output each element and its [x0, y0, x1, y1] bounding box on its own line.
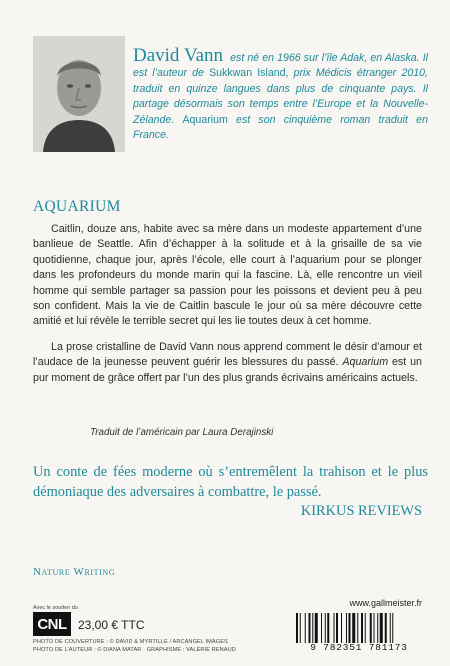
- synopsis-p2-part-a: La prose cristalline de David Vann nous apprend comment le désir d’amour et l’audace de la jeunesse peuvent guérir les blessures du passé.: [33, 340, 422, 369]
- price: 23,00 € TTC: [78, 618, 145, 632]
- barcode-bar: [305, 613, 306, 643]
- isbn-number: 9 782351 781173: [310, 642, 408, 653]
- collection-name: Nature Writing: [33, 566, 116, 578]
- support-label: Avec le soutien du: [33, 605, 78, 611]
- barcode-bar: [315, 613, 318, 643]
- barcode-bar: [309, 613, 311, 643]
- synopsis-p2-book: Aquarium: [342, 356, 389, 369]
- synopsis: [33, 222, 422, 396]
- author-bio-part-2: prix Médicis étranger 2010, traduit en quinze langues dans plus de cinquante pays. Il partage désormais son temps entre l’Europe et la Nouvelle-Zélande.: [133, 67, 428, 126]
- barcode-bar: [361, 613, 363, 643]
- barcode-bar: [349, 613, 351, 643]
- synopsis-p2-part-b: est un pur moment de grâce offert par l’un des plus grands écrivains américains actuels.: [33, 356, 422, 384]
- author-bio-part-1: est né en 1966 sur l’île Adak, en Alaska. Il est l’auteur de: [133, 52, 429, 80]
- publisher-website: www.gallmeister.fr: [349, 598, 422, 608]
- barcode-bar: [325, 613, 326, 643]
- barcode-bar: [300, 613, 301, 643]
- barcode-bar: [334, 613, 335, 643]
- review-source: KIRKUS REVIEWS: [300, 503, 422, 519]
- barcode-bar: [377, 613, 378, 643]
- barcode-bar: [392, 613, 393, 643]
- author-bio-book: Sukkwan Island,: [209, 67, 289, 80]
- barcode-bar: [341, 613, 342, 643]
- cnl-logo: CNL: [33, 612, 71, 636]
- synopsis-paragraph-2: [33, 340, 422, 386]
- barcode-bar: [370, 613, 372, 643]
- review-quote: Un conte de fées moderne où s’entremêlent la trahison et le plus démoniaque des adversaires à combattre, le passé.: [33, 464, 428, 500]
- barcode-bar: [365, 613, 366, 643]
- credits-line-1: PHOTO DE COUVERTURE : © DAVID & MYRTILLE / ARCANGEL IMAGES: [33, 639, 228, 645]
- barcode-bar: [380, 613, 383, 643]
- barcode: [296, 613, 422, 643]
- credits-line-2: PHOTO DE L’AUTEUR : © DIANA MATAR · GRAPHISME : VALÉRIE RENAUD: [33, 647, 236, 653]
- barcode-bar: [385, 613, 387, 643]
- synopsis-paragraph-1: Caitlin, douze ans, habite avec sa mère dans un modeste appartement d’une banlieue de Seattle. Afin d’échapper à la solitude et à la grisaille de sa vie quotidienne, chaque jour, après l’école, elle court à l’aquarium pour se plonger dans les profondeurs du monde marin qui la fascine. Là, elle rencontre un vieil homme qui semble partager sa passion pour les poissons et devient peu à peu son confident. Mais la vie de Caitlin bascule le jour où sa mère découvre cette amitié et lui révèle le terrible secret qui les lie toutes deux à cet homme.: [33, 223, 422, 328]
- author-bio-part-3: est son cinquième roman traduit en France.: [133, 113, 428, 142]
- barcode-bar: [327, 613, 329, 643]
- barcode-bar: [357, 613, 358, 643]
- barcode-bar: [390, 613, 391, 643]
- barcode-bar: [374, 613, 375, 643]
- barcode-bar: [336, 613, 338, 643]
- author-bio-book-2: Aquarium: [182, 113, 228, 126]
- translator-credit: Traduit de l’américain par Laura Derajinski: [90, 427, 274, 438]
- book-title: AQUARIUM: [33, 198, 121, 215]
- barcode-bar: [312, 613, 313, 643]
- photo-credits: [33, 638, 263, 654]
- barcode-bar: [296, 613, 298, 643]
- barcode-bar: [346, 613, 347, 643]
- barcode-bar: [321, 613, 322, 643]
- author-name: David Vann: [133, 45, 224, 66]
- author-bio: [33, 45, 429, 143]
- barcode-bar: [352, 613, 355, 643]
